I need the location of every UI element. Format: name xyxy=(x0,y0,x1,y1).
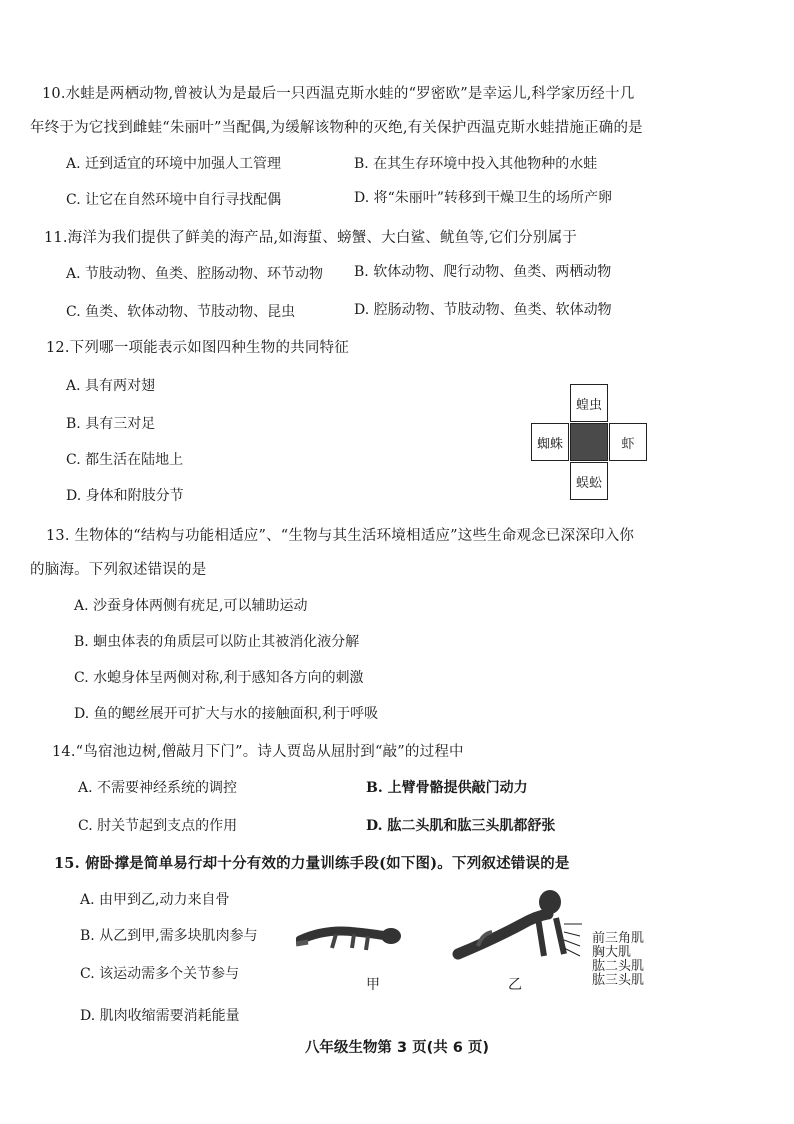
q13-stem-line1: 13. 生物体的“结构与功能相适应”、“生物与其生活环境相适应”这些生命观念已深深印入你 xyxy=(46,528,635,544)
q13-option-d: D. 鱼的鳃丝展开可扩大与水的接触面积,利于呼吸 xyxy=(74,706,379,722)
q12-stem: 12.下列哪一项能表示如图四种生物的共同特征 xyxy=(46,340,349,356)
cell-left: 蜘蛛 xyxy=(531,423,569,461)
q12-option-d: D. 身体和附肢分节 xyxy=(66,488,184,504)
cell-center xyxy=(570,423,608,461)
q14-option-d: D. 肱二头肌和肱三头肌都舒张 xyxy=(366,818,556,834)
q15-option-a: A. 由甲到乙,动力来自骨 xyxy=(80,892,230,908)
fig-label-yi: 乙 xyxy=(508,977,522,993)
q10-option-d: D. 将“朱丽叶”转移到干燥卫生的场所产卵 xyxy=(354,190,612,206)
q15-option-b: B. 从乙到甲,需多块肌肉参与 xyxy=(80,928,258,944)
q13-option-a: A. 沙蚕身体两侧有疣足,可以辅助运动 xyxy=(74,598,308,614)
q10-option-a: A. 迁到适宜的环境中加强人工管理 xyxy=(66,156,282,172)
q10-option-c: C. 让它在自然环境中自行寻找配偶 xyxy=(66,192,282,208)
q10-stem-line2: 年终于为它找到雌蛙“朱丽叶”当配偶,为缓解该物种的灭绝,有关保护西温克斯水蛙措施正确的是 xyxy=(30,120,643,136)
muscle-labels xyxy=(592,932,644,988)
q12-option-c: C. 都生活在陆地上 xyxy=(66,452,184,468)
q15-option-c: C. 该运动需多个关节参与 xyxy=(80,966,240,982)
q14-option-b: B. 上臂骨骼提供敲门动力 xyxy=(366,780,528,796)
q15-option-d: D. 肌肉收缩需要消耗能量 xyxy=(80,1008,240,1024)
q11-option-a: A. 节肢动物、鱼类、腔肠动物、环节动物 xyxy=(66,266,324,282)
q11-option-c: C. 鱼类、软体动物、节肢动物、昆虫 xyxy=(66,304,296,320)
q14-option-c: C. 肘关节起到支点的作用 xyxy=(78,818,238,834)
muscle-label: 前三角肌 xyxy=(592,931,645,946)
cell-top: 蝗虫 xyxy=(570,384,608,422)
q10-stem-line1: 10.水蛙是两栖动物,曾被认为是最后一只西温克斯水蛙的“罗密欧”是幸运儿,科学家历经十几 xyxy=(42,86,635,102)
q13-stem-line2: 的脑海。下列叙述错误的是 xyxy=(30,562,207,578)
q10-option-b: B. 在其生存环境中投入其他物种的水蛙 xyxy=(354,156,598,172)
q11-option-d: D. 腔肠动物、节肢动物、鱼类、软体动物 xyxy=(354,302,612,318)
q13-option-b: B. 蛔虫体表的角质层可以防止其被消化液分解 xyxy=(74,634,360,650)
cell-bottom: 蜈蚣 xyxy=(570,462,608,500)
q15-stem: 15. 俯卧撑是简单易行却十分有效的力量训练手段(如下图)。下列叙述错误的是 xyxy=(54,855,570,872)
q11-option-b: B. 软体动物、爬行动物、鱼类、两栖动物 xyxy=(354,264,612,280)
pushup-figure-jia xyxy=(296,914,416,954)
q14-option-a: A. 不需要神经系统的调控 xyxy=(78,780,238,796)
q14-stem: 14.“鸟宿池边树,僧敲月下门”。诗人贾岛从屈肘到“敲”的过程中 xyxy=(52,744,464,760)
fig-label-jia: 甲 xyxy=(366,977,380,993)
muscle-label: 胸大肌 xyxy=(592,945,632,960)
q12-option-b: B. 具有三对足 xyxy=(66,416,156,432)
q13-option-c: C. 水螅身体呈两侧对称,利于感知各方向的刺激 xyxy=(74,670,364,686)
pushup-figure-yi xyxy=(452,884,587,964)
q11-stem: 11.海洋为我们提供了鲜美的海产品,如海蜇、螃蟹、大白鲨、鱿鱼等,它们分别属于 xyxy=(44,230,578,246)
muscle-label: 肱三头肌 xyxy=(592,973,645,988)
q12-option-a: A. 具有两对翅 xyxy=(66,378,156,394)
muscle-label: 肱二头肌 xyxy=(592,959,645,974)
page-footer: 八年级生物第 3 页(共 6 页) xyxy=(304,1040,490,1056)
cell-right: 虾 xyxy=(609,423,647,461)
